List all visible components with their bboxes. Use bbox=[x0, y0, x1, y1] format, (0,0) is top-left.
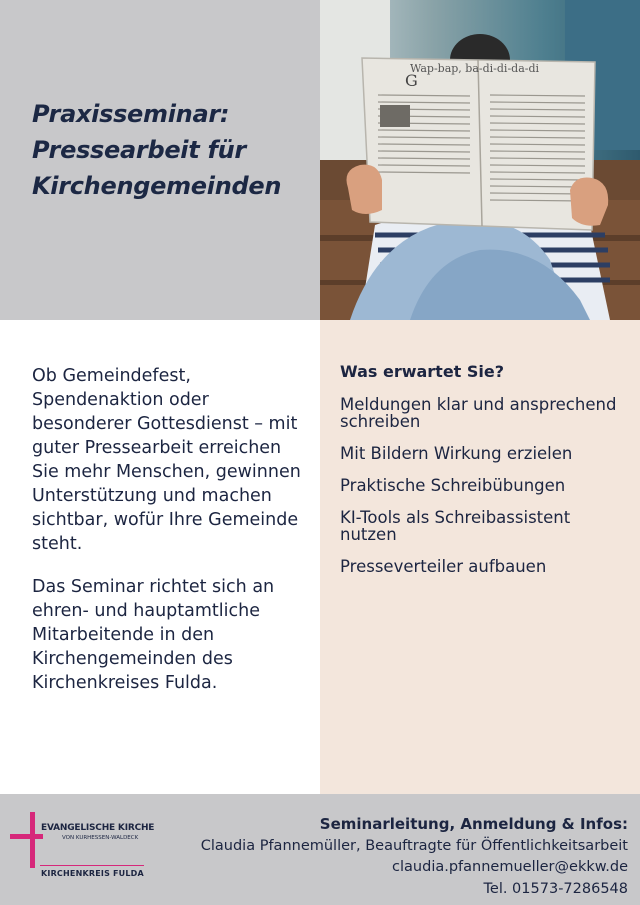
header-photo bbox=[320, 0, 640, 320]
expectation-item: Mit Bildern Wirkung erzielen bbox=[340, 444, 573, 463]
newspaper-reader-image bbox=[320, 0, 640, 320]
contact-heading: Seminarleitung, Anmeldung & Infos: bbox=[319, 815, 628, 833]
contact-block bbox=[201, 814, 628, 900]
intro-text bbox=[32, 364, 302, 714]
expectation-item: Meldungen klar und ansprechend schreiben bbox=[340, 395, 617, 431]
svg-text:G: G bbox=[405, 71, 418, 90]
logo-subtitle: VON KURHESSEN-WALDECK bbox=[62, 835, 139, 841]
expectations-heading: Was erwartet Sie? bbox=[340, 362, 505, 381]
expectation-item: Presseverteiler aufbauen bbox=[340, 557, 547, 576]
church-logo bbox=[10, 812, 155, 884]
page-title: Praxisseminar: Pressearbeit für Kirchengemeinden bbox=[32, 100, 282, 200]
contact-person: Claudia Pfannemüller, Beauftragte für Öffentlichkeitsarbeit bbox=[200, 837, 628, 854]
logo-name: EVANGELISCHE KIRCHE bbox=[41, 823, 155, 833]
intro-paragraph-2: Das Seminar richtet sich an ehren- und hauptamtliche Mitarbeitende in den Kirchengemeinden des Kirchenkreises Fulda. bbox=[32, 577, 275, 693]
contact-email-link[interactable]: claudia.pfannemueller@ekkw.de bbox=[392, 859, 628, 875]
contact-phone[interactable]: Tel. 01573-7286548 bbox=[483, 880, 628, 897]
expectation-item: Praktische Schreibübungen bbox=[340, 476, 566, 495]
expectations-list bbox=[340, 396, 630, 590]
expectation-item: KI-Tools als Schreibassistent nutzen bbox=[340, 508, 571, 544]
logo-district: KIRCHENKREIS FULDA bbox=[41, 869, 144, 878]
cross-icon bbox=[30, 812, 35, 868]
cross-icon-bar bbox=[10, 834, 43, 839]
svg-text:Wap-bap, ba-di-di-da-di: Wap-bap, ba-di-di-da-di bbox=[410, 62, 540, 75]
logo-divider bbox=[40, 865, 144, 866]
intro-paragraph-1: Ob Gemeindefest, Spendenaktion oder besonderer Gottesdienst – mit guter Pressearbeit erreichen Sie mehr Menschen, gewinnen Unterstützung und machen sichtbar, wofür Ihre Gemeinde steht. bbox=[32, 366, 301, 554]
